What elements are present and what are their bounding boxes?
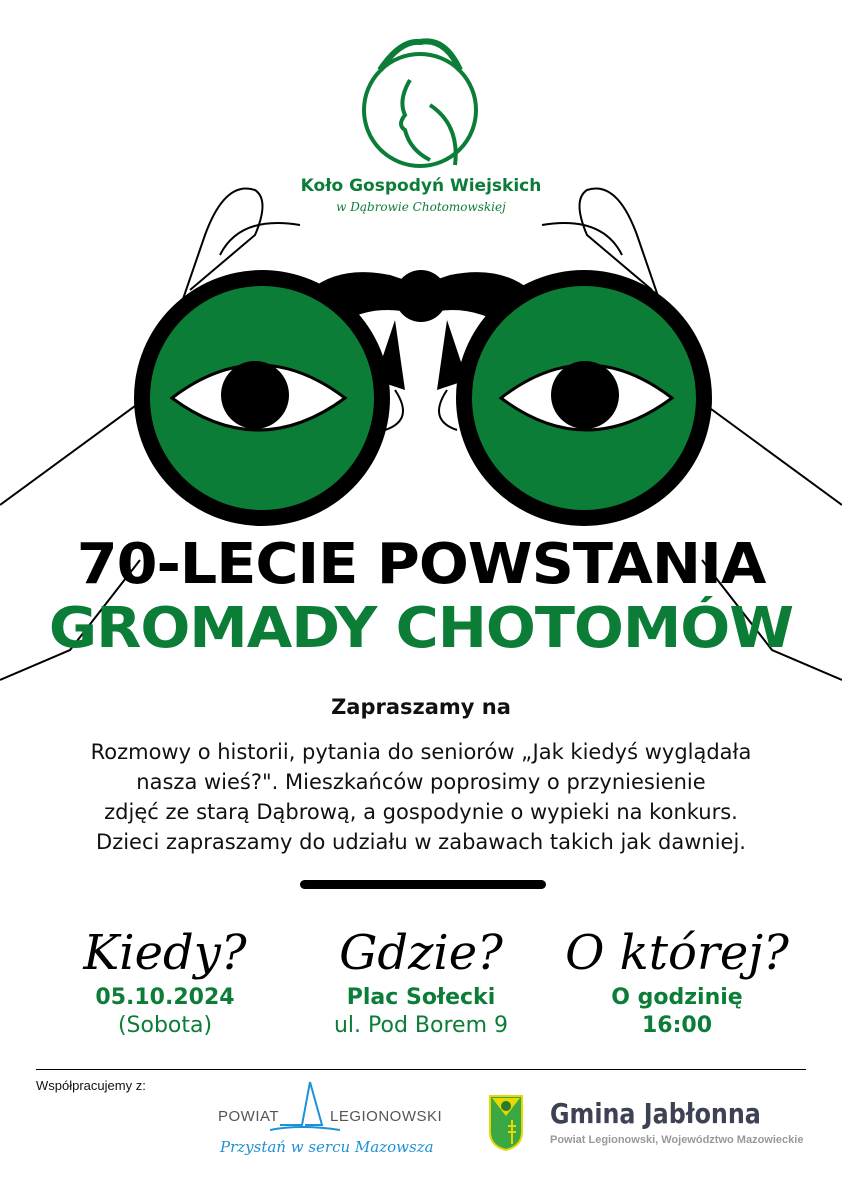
- powiat-logo-left: POWIAT: [218, 1108, 280, 1125]
- detail-heading: Gdzie?: [339, 925, 503, 981]
- brush-divider: [300, 880, 546, 889]
- detail-when: [35, 922, 295, 1040]
- detail-heading: Kiedy?: [83, 925, 247, 981]
- left-lens: [134, 270, 390, 526]
- footer-divider: [36, 1069, 806, 1070]
- detail-sub: ul. Pod Borem 9: [333, 1013, 508, 1038]
- detail-main: Plac Sołecki: [346, 985, 496, 1010]
- detail-main: O godzinię: [611, 985, 743, 1010]
- description: [40, 737, 802, 857]
- organizer-name: Koło Gospodyń Wiejskich: [300, 176, 542, 196]
- description-line: Rozmowy o historii, pytania do seniorów „Jak kiedyś wyglądała: [90, 740, 752, 764]
- powiat-logo-right: LEGIONOWSKI: [330, 1108, 443, 1125]
- headline-line2: GROMADY CHOTOMÓW: [48, 596, 794, 661]
- coat-of-arms-icon: [488, 1094, 524, 1152]
- right-lens: [456, 270, 712, 526]
- organizer-subtitle: w Dąbrowie Chotomowskiej: [336, 200, 506, 214]
- gmina-subtitle: Powiat Legionowski, Województwo Mazowieckie: [550, 1134, 804, 1146]
- detail-sub: (Sobota): [117, 1013, 213, 1038]
- detail-sub: 16:00: [641, 1013, 713, 1038]
- detail-heading: O której?: [565, 925, 789, 981]
- detail-time: [547, 922, 807, 1040]
- description-line: Dzieci zapraszamy do udziału w zabawach takich jak dawniej.: [96, 830, 746, 854]
- invite-heading: Zapraszamy na: [331, 695, 511, 719]
- kgw-logo: [364, 41, 476, 166]
- description-line: zdjęć ze starą Dąbrową, a gospodynie o wypieki na konkurs.: [104, 800, 738, 824]
- powiat-slogan: Przystań w sercu Mazowsza: [220, 1138, 434, 1156]
- gmina-name: Gmina Jabłonna: [550, 1097, 761, 1130]
- detail-where: [291, 922, 551, 1040]
- partners-label: Współpracujemy z:: [36, 1078, 146, 1093]
- detail-main: 05.10.2024: [95, 985, 235, 1010]
- description-line: nasza wieś?". Mieszkańców poprosimy o przyniesienie: [136, 770, 706, 794]
- headline-line1: 70-LECIE POWSTANIA: [76, 532, 766, 597]
